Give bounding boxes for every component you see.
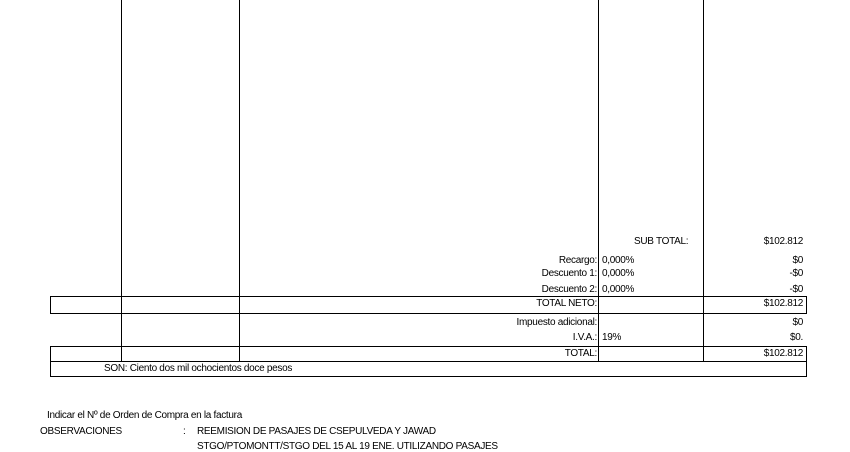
descuento1-label: Descuento 1:: [541, 268, 597, 279]
descuento2-value: -$0: [789, 284, 803, 295]
recargo-value: $0: [792, 255, 803, 266]
total-neto-label: TOTAL NETO:: [536, 298, 597, 309]
col-line-2: [239, 0, 240, 362]
recargo-pct: 0,000%: [602, 255, 635, 266]
row-line-total-neto-bottom: [50, 313, 807, 314]
descuento1-pct: 0,000%: [602, 268, 635, 279]
purchase-order-note: Indicar el Nº de Orden de Compra en la factura: [47, 410, 242, 421]
row-line-son-bottom: [50, 376, 807, 377]
observations-label: OBSERVACIONES: [40, 426, 122, 437]
right-border-b: [806, 346, 807, 377]
col-line-4: [703, 0, 704, 362]
iva-pct: 19%: [602, 332, 622, 343]
observations-line-2: STGO/PTOMONTT/STGO DEL 15 AL 19 ENE. UTILIZANDO PASAJES: [197, 441, 498, 452]
amount-in-words: SON: Ciento dos mil ochocientos doce pesos: [104, 363, 293, 374]
row-line-total-top: [50, 346, 807, 347]
recargo-label: Recargo:: [558, 255, 597, 266]
impuesto-value: $0: [792, 317, 803, 328]
descuento2-label: Descuento 2:: [541, 284, 597, 295]
row-line-total-neto-top: [50, 296, 807, 297]
subtotal-label: SUB TOTAL:: [634, 236, 689, 247]
total-value: $102.812: [763, 348, 803, 359]
observations-colon: :: [183, 426, 186, 437]
row-line-total-bottom: [50, 361, 807, 362]
col-line-1: [121, 0, 122, 362]
right-border-a: [806, 296, 807, 314]
col-line-3: [598, 0, 599, 362]
descuento1-value: -$0: [789, 268, 803, 279]
left-border-b: [50, 346, 51, 377]
left-border-a: [50, 296, 51, 314]
observations-line-1: REEMISION DE PASAJES DE CSEPULVEDA Y JAWAD: [197, 426, 436, 437]
total-label: TOTAL:: [564, 348, 597, 359]
iva-value: $0.: [789, 332, 803, 343]
descuento2-pct: 0,000%: [602, 284, 635, 295]
total-neto-value: $102.812: [763, 298, 803, 309]
impuesto-label: Impuesto adicional:: [516, 317, 597, 328]
iva-label: I.V.A.:: [572, 332, 597, 343]
subtotal-value: $102.812: [763, 236, 803, 247]
